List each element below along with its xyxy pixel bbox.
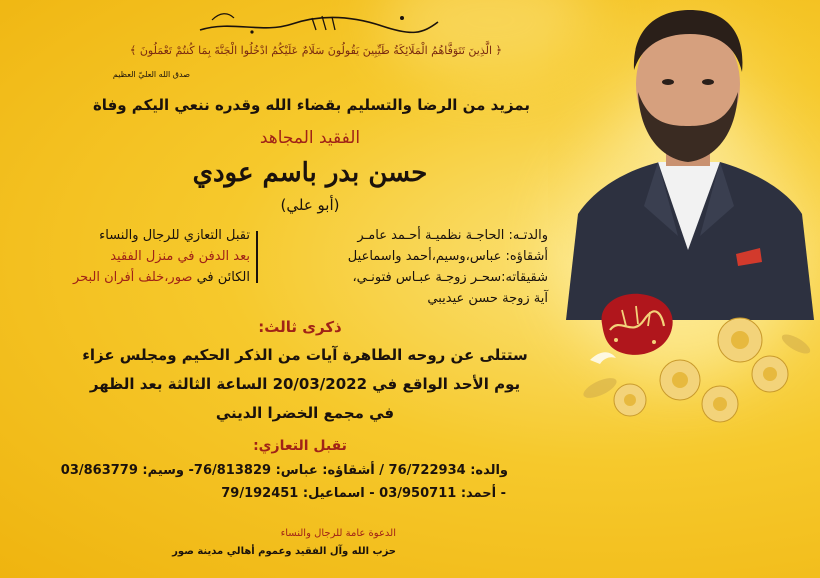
invitation-from: حزب الله وآل الفقيد وعموم أهالي مدينة صور (172, 546, 396, 557)
condolence-line (99, 228, 250, 243)
invitation-title: الدعوة عامة للرجال والنساء (280, 528, 396, 539)
third-day-title: ذكرى ثالث: (258, 318, 342, 336)
condolence-line (110, 249, 250, 264)
calligraphy-badge (592, 286, 680, 362)
family-mother: والدتـه: الحاجـة نظميـة أحـمد عامـر (357, 228, 548, 243)
contacts-line: - أحمد: 03/950711 - اسماعيل: 79/192451 (221, 486, 506, 501)
condolence-highlight: بعد الدفن في منزل الفقيد (110, 249, 250, 264)
condolence-prefix: تقبل التعازي للرجال والنساء (99, 228, 250, 243)
column-divider (256, 231, 258, 283)
intro-text: بمزيد من الرضا والتسليم بقضاء الله وقدره ننعي اليكم وفاة (92, 96, 530, 114)
quran-verse: ﴿ الَّذِينَ تَتَوَفَّاهُمُ الْمَلَائِكَةُ طَيِّبِينَ يَقُولُونَ سَلَامٌ عَلَيْكُمُ ادْخُلُوا الْجَنَّةَ بِمَا كُنتُمْ تَعْمَلُونَ ﴾ (129, 44, 502, 57)
contacts-line: والده: 76/722934 / أشقاؤه: عباس: 76/813829- وسيم: 03/863779 (60, 463, 508, 478)
deceased-nickname: (أبو علي) (280, 196, 340, 214)
third-day-line: في مجمع الخضرا الديني (215, 404, 395, 422)
family-sister2: آية زوجة حسن عيديبي (427, 291, 548, 306)
condolence-highlight: صور،خلف أفران البحر (72, 270, 193, 285)
portrait-photo (548, 0, 820, 320)
family-brothers: أشقاؤه: عباس،وسيم،أحمد واسماعيل (347, 249, 548, 264)
deceased-name: حسن بدر باسم عودي (192, 158, 428, 188)
family-sisters: شقيقاته:سحـر زوجـة عبـاس فتونـي، (352, 270, 548, 285)
deceased-title: الفقيد المجاهد (259, 128, 361, 148)
condolence-line (73, 270, 250, 285)
third-day-line: يوم الأحد الواقع في 20/03/2022 الساعة الثالثة بعد الظهر (89, 375, 521, 393)
condolence-prefix: الكائن في (192, 270, 250, 285)
verse-attribution: صدق الله العليّ العظيم (112, 70, 190, 79)
third-day-line: ستتلى عن روحه الطاهرة آيات من الذكر الحكيم ومجلس عزاء (82, 346, 528, 364)
contacts-title: تقبل التعازي: (253, 438, 347, 454)
basmala-logo (192, 8, 446, 38)
